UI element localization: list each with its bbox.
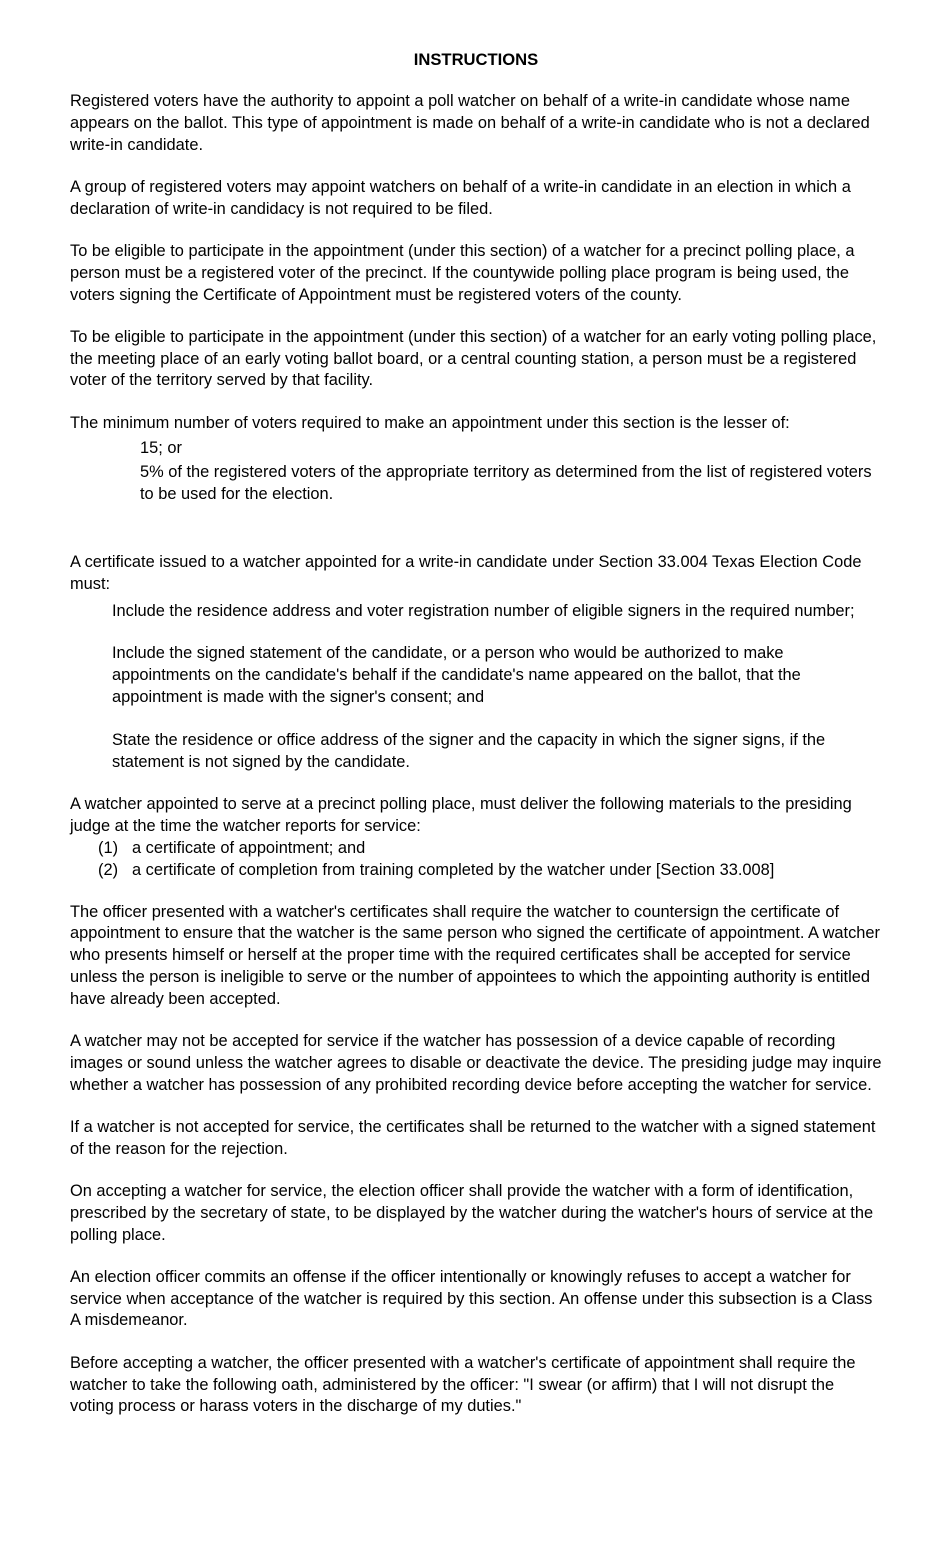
requirement-item: Include the residence address and voter registration number of eligible signers in the required number; (112, 601, 855, 620)
paragraph-countersign: The officer presented with a watcher's certificates shall require the watcher to countersign the certificate of appointment to ensure that the watcher is the same person who signed the certificate of appointment. A watcher who presents himself or herself at the proper time with the required certificates shall be accepted for service unless the person is ineligible to serve or the number of appointees to which the appointing authority is entitled have already been accepted. (70, 902, 880, 1008)
numbered-item (98, 860, 882, 882)
option-item: 15; or (140, 438, 182, 457)
minimum-voters-options (140, 438, 882, 506)
paragraph-group-appointment: A group of registered voters may appoint watchers on behalf of a write-in candidate in an election in which a declaration of write-in candidacy is not required to be filed. (70, 177, 851, 218)
option-item: 5% of the registered voters of the appropriate territory as determined from the list of registered voters to be used for the election. (140, 463, 872, 504)
paragraph-precinct-eligibility: To be eligible to participate in the appointment (under this section) of a watcher for a precinct polling place, a person must be a registered voter of the precinct. If the countywide polling place program is being used, the voters signing the Certificate of Appointment must be registered voters of the county. (70, 241, 855, 304)
paragraph-early-voting-eligibility: To be eligible to participate in the appointment (under this section) of a watcher for an early voting polling place, the meeting place of an early voting ballot board, or a central counting station, a person must be a registered voter of the territory served by that facility. (70, 327, 877, 390)
delivery-materials-list (98, 838, 882, 882)
numbered-item (98, 838, 882, 860)
instructions-page (70, 49, 882, 1439)
paragraph-rejection: If a watcher is not accepted for service, the certificates shall be returned to the watcher with a signed statement of the reason for the rejection. (70, 1117, 876, 1158)
paragraph-recording-device: A watcher may not be accepted for service if the watcher has possession of a device capable of recording images or sound unless the watcher agrees to disable or deactivate the device. The presiding judge may inquire whether a watcher has possession of any prohibited recording device before accepting the watcher for service. (70, 1032, 882, 1094)
paragraph-minimum-voters: The minimum number of voters required to make an appointment under this section is the lesser of: (70, 413, 790, 432)
paragraph-oath: Before accepting a watcher, the officer presented with a watcher's certificate of appointment shall require the watcher to take the following oath, administered by the officer: "I swear (or affirm) that I will not disrupt the voting process or harass voters in the discharge of my duties." (70, 1353, 856, 1416)
requirement-item: State the residence or office address of the signer and the capacity in which the signer signs, if the statement is not signed by the candidate. (112, 730, 826, 771)
paragraph-offense: An election officer commits an offense if the officer intentionally or knowingly refuses to accept a watcher for service when acceptance of the watcher is required by this section. An offense under this subsection is a Class A misdemeanor. (70, 1267, 873, 1330)
certificate-requirements-list (112, 601, 882, 774)
item-text: a certificate of appointment; and (132, 838, 366, 857)
paragraph-certificate-requirements: A certificate issued to a watcher appointed for a write-in candidate under Section 33.004 Texas Election Code must: (70, 552, 862, 593)
paragraph-identification: On accepting a watcher for service, the election officer shall provide the watcher with a form of identification, prescribed by the secretary of state, to be displayed by the watcher during the watcher's hours of service at the polling place. (70, 1181, 874, 1244)
page-title: INSTRUCTIONS (413, 50, 539, 69)
item-text: a certificate of completion from training completed by the watcher under [Section 33.008] (132, 860, 775, 879)
requirement-item: Include the signed statement of the candidate, or a person who would be authorized to make appointments on the candidate's behalf if the candidate's name appeared on the ballot, that the appointment is made with the signer's consent; and (112, 644, 801, 706)
paragraph-delivery-materials: A watcher appointed to serve at a precinct polling place, must deliver the following materials to the presiding judge at the time the watcher reports for service: (70, 795, 852, 836)
item-number: (1) (98, 838, 119, 857)
item-number: (2) (98, 860, 119, 879)
paragraph-write-in-authority: Registered voters have the authority to appoint a poll watcher on behalf of a write-in candidate whose name appears on the ballot. This type of appointment is made on behalf of a write-in candidate who is not a declared write-in candidate. (70, 92, 870, 154)
